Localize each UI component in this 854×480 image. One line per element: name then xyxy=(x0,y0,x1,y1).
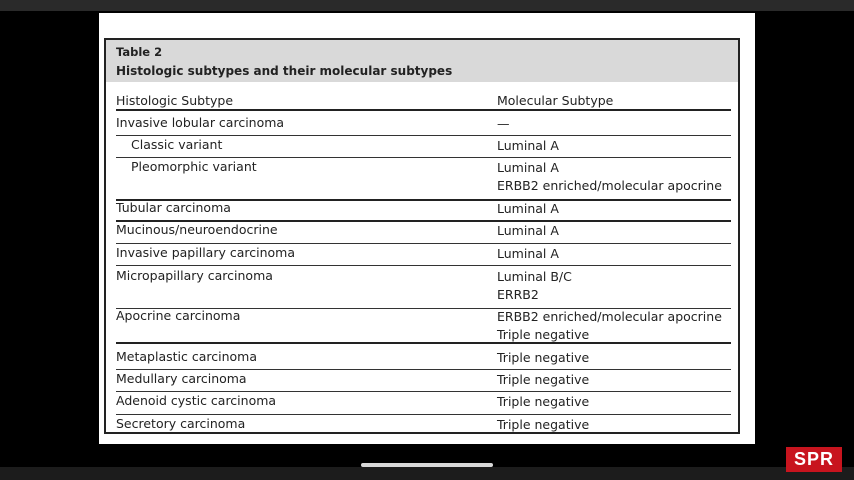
histologic-subtype-cell: Adenoid cystic carcinoma xyxy=(116,393,277,408)
row-divider xyxy=(116,265,731,266)
histologic-subtype-cell: Invasive lobular carcinoma xyxy=(116,115,285,130)
row-divider xyxy=(116,369,731,370)
molecular-subtype-cell: Triple negative xyxy=(497,372,590,387)
table-row xyxy=(116,349,731,369)
molecular-subtype-cell: Luminal A ERBB2 enriched/molecular apocrine xyxy=(497,160,722,193)
row-divider xyxy=(116,135,731,136)
histologic-subtype-cell: Micropapillary carcinoma xyxy=(116,268,273,283)
table-row xyxy=(116,245,731,265)
histologic-subtype-cell: Metaplastic carcinoma xyxy=(116,349,257,364)
table-caption xyxy=(106,40,738,82)
histologic-subtype-cell: Pleomorphic variant xyxy=(131,159,257,174)
table-row xyxy=(116,393,731,414)
row-divider xyxy=(116,243,731,244)
histologic-subtype-cell: Apocrine carcinoma xyxy=(116,308,241,323)
molecular-subtype-cell: Luminal B/C ERRB2 xyxy=(497,269,572,302)
presentation-slide xyxy=(99,13,755,444)
bottom-black-bar xyxy=(0,467,854,480)
table-row xyxy=(116,159,731,199)
molecular-subtype-cell: Triple negative xyxy=(497,350,590,365)
spr-logo: SPR xyxy=(786,447,842,472)
row-divider xyxy=(116,391,731,392)
histologic-subtype-cell: Classic variant xyxy=(131,137,223,152)
header-rule xyxy=(116,109,731,111)
histologic-subtype-cell: Invasive papillary carcinoma xyxy=(116,245,295,260)
table-row xyxy=(116,371,731,391)
histologic-subtype-cell: Medullary carcinoma xyxy=(116,371,247,386)
video-scrub-handle[interactable] xyxy=(361,463,493,467)
molecular-subtype-cell: Luminal A xyxy=(497,138,559,153)
molecular-subtype-cell: Luminal A xyxy=(497,201,559,216)
molecular-subtype-cell: Luminal A xyxy=(497,246,559,261)
top-black-bar xyxy=(0,0,854,11)
header-molecular-subtype: Molecular Subtype xyxy=(497,93,614,108)
table-row xyxy=(116,268,731,308)
row-divider xyxy=(116,414,731,415)
table-row xyxy=(116,222,731,243)
molecular-subtype-cell: — xyxy=(497,116,510,131)
table-caption-title: Table 2 xyxy=(116,45,163,59)
molecular-subtype-cell: Triple negative xyxy=(497,394,590,409)
histologic-subtype-cell: Tubular carcinoma xyxy=(116,200,231,215)
table-2 xyxy=(104,38,740,434)
table-caption-subtitle: Histologic subtypes and their molecular subtypes xyxy=(116,64,453,78)
table-row xyxy=(116,416,731,436)
molecular-subtype-cell: ERBB2 enriched/molecular apocrine Triple negative xyxy=(497,309,722,342)
table-row xyxy=(116,115,731,135)
row-divider xyxy=(116,342,731,344)
table-row xyxy=(116,308,731,342)
molecular-subtype-cell: Luminal A xyxy=(497,223,559,238)
histologic-subtype-cell: Mucinous/neuroendocrine xyxy=(116,222,278,237)
histologic-subtype-cell: Secretory carcinoma xyxy=(116,416,246,431)
table-row xyxy=(116,137,731,157)
table-row xyxy=(116,200,731,220)
header-histologic-subtype: Histologic Subtype xyxy=(116,93,234,108)
row-divider xyxy=(116,157,731,158)
molecular-subtype-cell: Triple negative xyxy=(497,417,590,432)
